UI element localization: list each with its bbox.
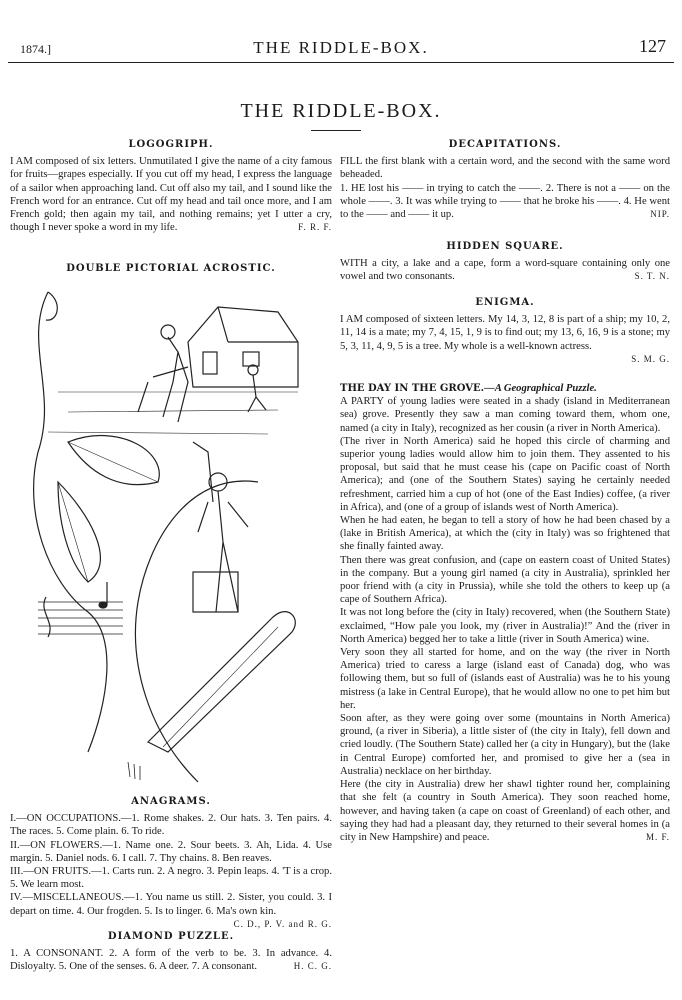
grove-heading-line	[340, 382, 670, 395]
enigma-text: I AM composed of sixteen letters. My 14, 3, 12, 8 is part of a ship; my 10, 2, 11, 14 is a mate; my 7, 4, 15, 1, 9 is to find out; my 13, 6, 16, 9 is a stone; my 5, 3, 11, 4, 9, 5 is a tree. My whole is a well-known actress.	[340, 314, 670, 352]
music-staff-icon	[38, 602, 123, 634]
hidden-square-signature: S. T. N.	[634, 271, 670, 282]
anagrams-signature: C. D., P. V. and R. G.	[233, 918, 332, 929]
page-title: THE RIDDLE-BOX.	[240, 100, 442, 122]
grove-paragraph: Soon after, as they were going over some (mountains in North America) ground, (a river in Siberia), a little sister of (the city in Italy), fell down and cried loudly. (The Southern State) called her (a city in Hungary), but the (lake in Central Europe) comforted her, and promised to give her a (sea in Australia) necklace on her birthday.	[340, 713, 670, 777]
grove-paragraph: Very soon they all started for home, and on the way (the river in North America) tried to caress a large (island east of Canada) dog, who was following them, but so full of (islands east of Australia) was he to his young mistress (a lake in Central Europe), that he would allow no one to pet him but her.	[340, 647, 670, 711]
decapitations-heading: DECAPITATIONS.	[448, 139, 562, 150]
decapitations-text: 1. HE lost his —— in trying to catch the ——. 2. There is not a —— on the whole ——. 3. It was while trying to —— that he broke his ——. 4. He went to the —— and —— it up. NIP.	[340, 182, 670, 221]
workman-icon	[198, 491, 248, 612]
decapitations-signature: NIP.	[650, 209, 670, 220]
page-number: 127	[639, 36, 666, 56]
enigma-signature: S. M. G.	[631, 353, 670, 364]
hidden-square-heading: HIDDEN SQUARE.	[446, 241, 564, 252]
acrostic-section	[10, 262, 332, 279]
logogriph-section	[10, 138, 332, 234]
hidden-square-section	[340, 240, 670, 284]
decapitations-section	[340, 138, 670, 221]
grove-paragraph: A PARTY of young ladies were seated in a shady (island in Mediterranean sea) grove. Presently they saw a man coming toward them, whom one, named (a city in Italy), recognized as her cousin (a river in North America).	[340, 396, 670, 434]
grove-paragraph: Here (the city in Australia) drew her shawl tighter round her, complaining that she felt (a country in South America). They soon reached home, however, and having taken (a cape on coast of Greenland) of each other, and saying they had had a pleasant day, they returned to their several homes in (a city in New Hampshire) and peace. M. F.	[340, 779, 670, 843]
grove-paragraph: When he had eaten, he began to tell a story of how he had been chased by a (lake in British America), at which the (city in Italy) was so frightened that she finally fainted away.	[340, 515, 670, 553]
logogriph-heading: LOGOGRIPH.	[128, 139, 214, 150]
acrostic-heading: DOUBLE PICTORIAL ACROSTIC.	[66, 263, 276, 274]
logogriph-text: I AM composed of six letters. Unmutilated I give the name of a city famous for fruits—grapes especially. If you cut off my head, I express the language of a sailor when approaching land. Cut off also my tail, and I sound like the French word for an entrance. Cut off my head and tail once more, and I am French gold; then again my tail, and nothing remains; yet I utter a cry, though I never spoke a word in my life. F. R. F.	[10, 156, 332, 234]
title-divider	[311, 130, 361, 131]
decapitations-intro: FILL the first blank with a certain word, and the second with the same word beheaded.	[340, 156, 670, 181]
leaf-icon	[68, 436, 159, 485]
anagram-line: II.—ON FLOWERS.—1. Name one. 2. Sour beets. 3. Ah, Lida. 4. Use margin. 5. Daniel nods. 6. I call. 7. Thy chains. 8. Ben reaves.	[10, 839, 332, 864]
enigma-section	[340, 296, 670, 366]
diamond-signature: H. C. G.	[293, 961, 332, 972]
hidden-square-text: WITH a city, a lake and a cape, form a word-square containing only one vowel and two consonants. S. T. N.	[340, 258, 670, 283]
grove-paragraph: It was not long before the (city in Italy) recovered, when (the Southern State) exclaimed, “How pale you look, my (river in Australia)!” And the (river in North America) begged her to take a little (river in South America) wine.	[340, 607, 670, 645]
running-title: THE RIDDLE-BOX.	[253, 38, 429, 57]
acrostic-illustration	[28, 282, 308, 787]
running-header	[8, 38, 674, 63]
grove-paragraph: Then there was great confusion, and (cape on eastern coast of United States) in the company. But a young girl named (a city in Australia), sprinkled her poor friend with (a city in Prussia), while she told the others to keep up (a cape of Southern Africa).	[340, 554, 670, 606]
anagrams-heading: ANAGRAMS.	[131, 796, 211, 807]
diamond-text: 1. A CONSONANT. 2. A form of the verb to be. 3. In advance. 4. Disloyalty. 5. One of the senses. 6. A deer. 7. A consonant. H. C. G.	[10, 948, 332, 973]
grove-paragraph: (The river in North America) said he hoped this circle of charming and superior young ladies would allow him to join them. They assented to his proposal, but said that he must cease his (cape on Pacific coast of North America); and (one of the Southern States) saying he certainly needed refreshment, carried him a cup of hot (one of the East Indies) coffee, (a river in Africa), and (one of a group of islands west of North America).	[340, 435, 670, 513]
grove-heading: THE DAY IN THE GROVE.	[340, 383, 485, 394]
logogriph-signature: F. R. F.	[298, 222, 332, 233]
figure-leapfrog-icon	[138, 337, 188, 422]
grove-section	[340, 382, 670, 844]
diamond-heading: DIAMOND PUZZLE.	[107, 931, 235, 942]
diamond-section	[10, 930, 332, 974]
grove-subheading: —A Geographical Puzzle.	[484, 383, 597, 394]
header-year: 1874.]	[20, 42, 51, 56]
anagrams-section	[10, 795, 332, 931]
anagram-line: IV.—MISCELLANEOUS.—1. You name us still. 2. Sister, you could. 3. I depart on time. 4. Our frogden. 5. Is to linger. 6. Ma's own kin.	[10, 892, 332, 917]
anagram-line: III.—ON FRUITS.—1. Carts run. 2. A negro. 3. Pepin leaps. 4. 'T is a crop. 5. We learn most.	[10, 866, 332, 891]
barn-icon	[188, 307, 298, 387]
club-icon	[148, 612, 295, 752]
enigma-heading: ENIGMA.	[475, 297, 535, 308]
grove-signature: M. F.	[645, 831, 670, 842]
anagram-line: I.—ON OCCUPATIONS.—1. Rome shakes. 2. Our hats. 3. Ten pairs. 4. The races. 5. Come plain. 6. To ride.	[10, 813, 332, 838]
